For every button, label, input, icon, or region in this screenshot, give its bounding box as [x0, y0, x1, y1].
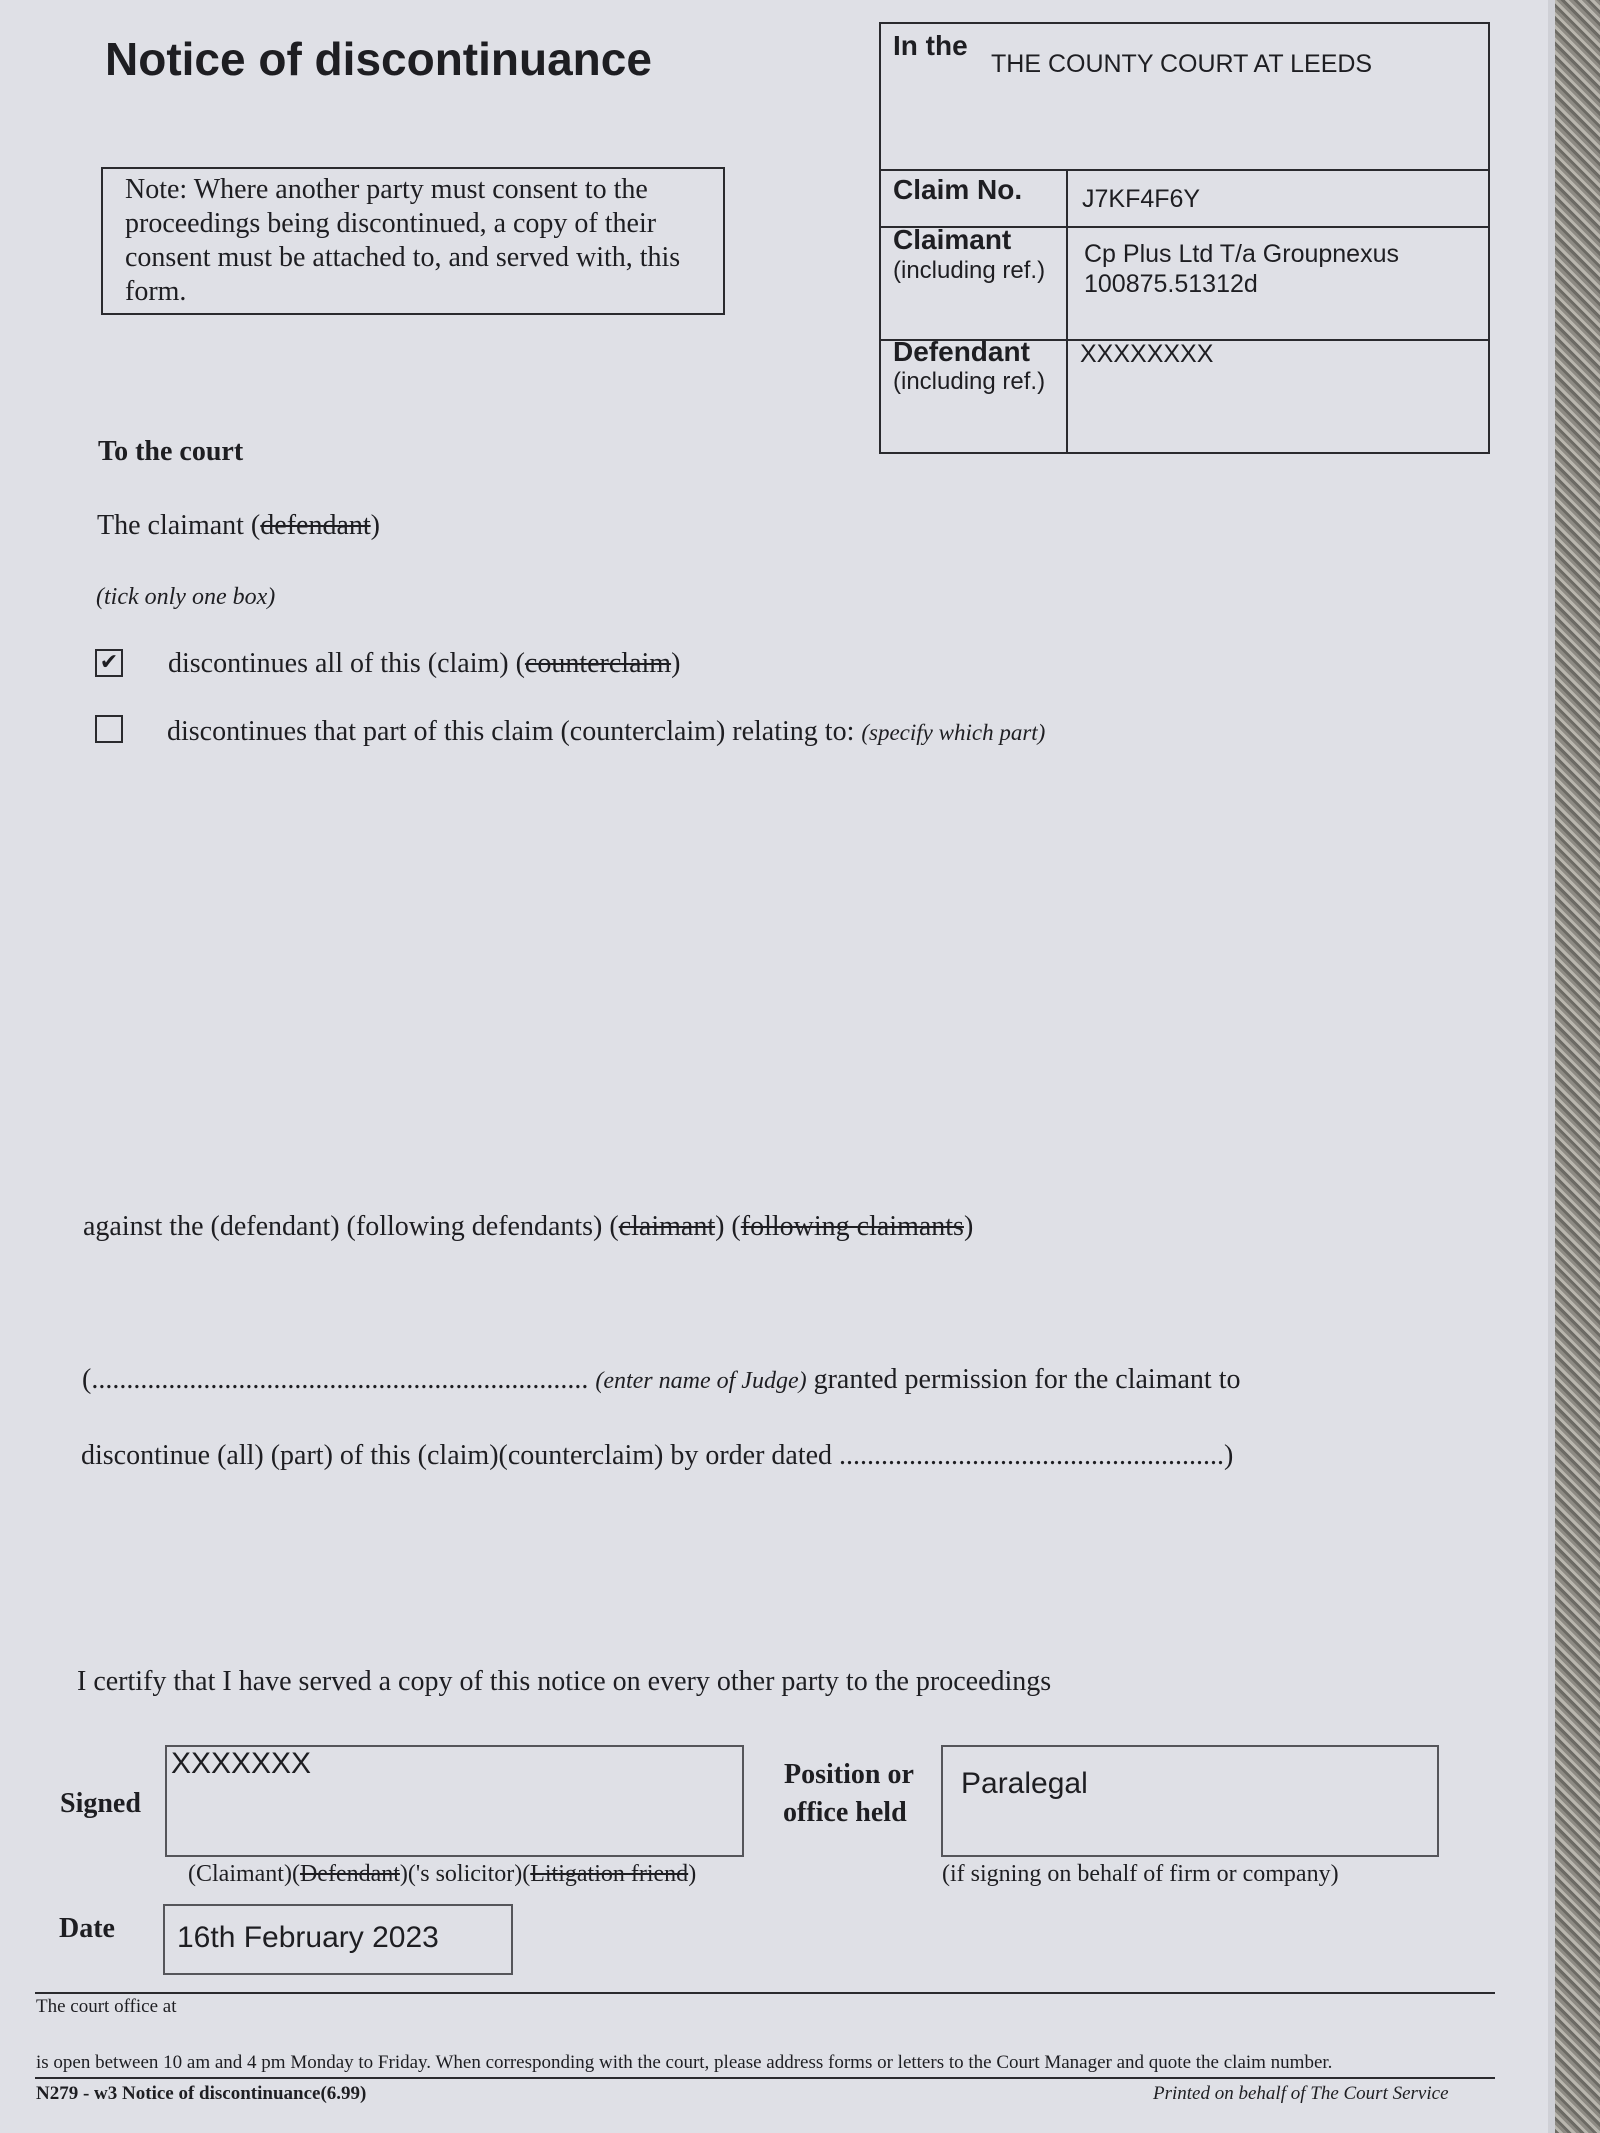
signer-role-caption [188, 1861, 696, 1888]
against-mid: ) ( [715, 1211, 741, 1242]
court-office-label: The court office at [36, 1996, 177, 2017]
court-name: THE COUNTY COURT AT LEEDS [991, 50, 1373, 78]
judge-dots: (....................................................................... [82, 1364, 589, 1395]
position-label-line2: office held [783, 1797, 907, 1828]
defendant-ref-label: (including ref.) [893, 368, 1046, 395]
certify-statement: I certify that I have served a copy of this notice on every other party to the proceedings [77, 1666, 1052, 1697]
discontinue-all-checkbox[interactable]: ✔ [95, 649, 123, 677]
judge-hint: (enter name of Judge) [595, 1368, 807, 1394]
consent-note: Note: Where another party must consent to the proceedings being discontinued, a copy of their consent must be attached to, and served with, this form. [101, 167, 725, 315]
date-value: 16th February 2023 [177, 1921, 439, 1954]
background-fabric [1555, 0, 1600, 2133]
against-end: ) [963, 1211, 974, 1242]
printed-by: Printed on behalf of The Court Service [1153, 2083, 1449, 2104]
office-hours-text: is open between 10 am and 4 pm Monday to Friday. When corresponding with the court, please address forms or letters to the Court Manager and quote the claim number. [36, 2052, 1333, 2073]
struck-counterclaim: counterclaim [524, 648, 672, 679]
claimant-text-end: ) [370, 510, 380, 541]
court-details-box [879, 22, 1490, 454]
defendant-label: Defendant [893, 336, 1030, 367]
claimant-ref: 100875.51312d [1084, 270, 1258, 298]
tick-instruction: (tick only one box) [96, 584, 276, 610]
position-caption: (if signing on behalf of firm or company) [942, 1861, 1339, 1887]
signature-field[interactable] [165, 1745, 744, 1857]
judge-permission-line [82, 1364, 1240, 1396]
in-the-label: In the [893, 30, 968, 61]
form-title: Notice of discontinuance [105, 33, 652, 85]
to-the-court-heading: To the court [98, 436, 244, 467]
position-label-line1: Position or [784, 1759, 914, 1790]
form-code: N279 - w3 Notice of discontinuance(6.99) [36, 2083, 367, 2104]
order-dated-line: discontinue (all) (part) of this (claim)(counterclaim) by order dated .......................................................) [81, 1440, 1234, 1471]
discontinue-part-label [167, 716, 1045, 748]
struck-defendant: defendant [260, 510, 371, 541]
claimant-statement [97, 510, 380, 542]
discontinue-all-label [168, 648, 680, 680]
struck-defendant-caption: Defendant [299, 1861, 400, 1887]
position-field[interactable] [941, 1745, 1439, 1857]
claimant-text: The claimant ( [97, 510, 261, 541]
option1-text-end: ) [671, 648, 681, 679]
claimant-ref-label: (including ref.) [893, 257, 1046, 284]
option1-text: discontinues all of this (claim) ( [168, 648, 525, 679]
defendant-name: XXXXXXXX [1080, 340, 1214, 368]
signature-value: XXXXXXX [171, 1747, 312, 1780]
date-label: Date [59, 1913, 115, 1944]
claimant-label: Claimant [893, 224, 1012, 255]
caption-c: ) [688, 1861, 697, 1887]
struck-claimant: claimant [618, 1211, 716, 1242]
option2-hint: (specify which part) [861, 720, 1046, 745]
struck-following-claimants: following claimants [740, 1211, 964, 1242]
footer-divider-bottom [35, 2077, 1495, 2079]
caption-b: )('s solicitor)( [399, 1861, 531, 1887]
claim-no-value: J7KF4F6Y [1082, 185, 1201, 213]
discontinue-part-checkbox[interactable] [95, 715, 123, 743]
option2-text: discontinues that part of this claim (counterclaim) relating to: [167, 716, 855, 747]
caption-a: (Claimant)( [188, 1861, 300, 1887]
signed-label: Signed [60, 1788, 141, 1819]
against-statement [83, 1211, 973, 1243]
claimant-name: Cp Plus Ltd T/a Groupnexus [1084, 240, 1399, 268]
position-value: Paralegal [961, 1767, 1088, 1800]
footer-divider-top [35, 1992, 1495, 1994]
struck-litigation-friend: Litigation friend [530, 1861, 689, 1887]
judge-suffix: granted permission for the claimant to [813, 1364, 1241, 1395]
against-text: against the (defendant) (following defendants) ( [83, 1211, 619, 1242]
date-field[interactable] [163, 1904, 513, 1975]
claim-no-label: Claim No. [893, 174, 1023, 205]
